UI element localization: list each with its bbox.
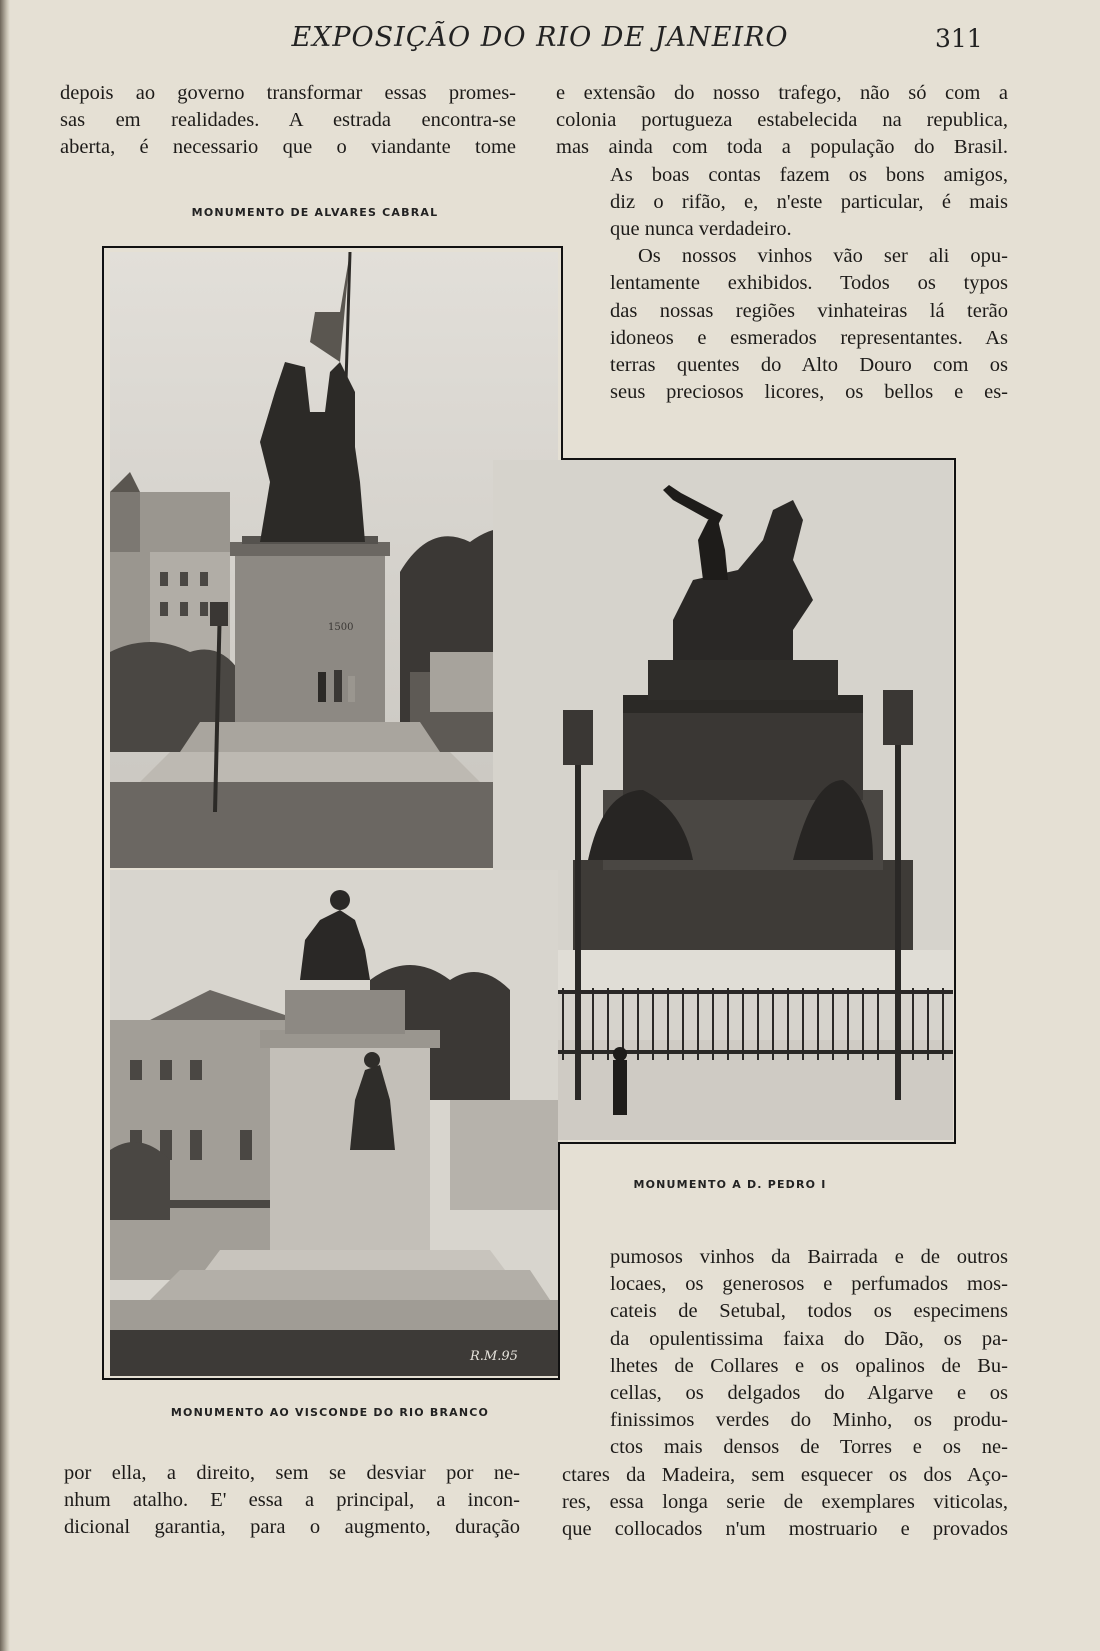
running-title: EXPOSIÇÃO DO RIO DE JANEIRO bbox=[291, 22, 789, 53]
text-line: nhum atalho. E' essa a principal, a incon- bbox=[64, 1489, 520, 1512]
caption-pedro: MONUMENTO A D. PEDRO I bbox=[633, 1178, 827, 1191]
text-line: que nunca verdadeiro. bbox=[610, 217, 792, 240]
text-line: colonia portugueza estabelecida na republica, bbox=[556, 109, 1008, 132]
frame-right-rule bbox=[561, 246, 563, 458]
photo-monumento-cabral bbox=[110, 252, 558, 868]
text-line: finissimos verdes do Minho, os produ- bbox=[610, 1409, 1008, 1432]
text-line: que collocados n'um mostruario e provados bbox=[562, 1517, 1008, 1540]
text-line: sas em realidades. A estrada encontra-se bbox=[60, 109, 516, 132]
text-line: res, essa longa serie de exemplares viticolas, bbox=[562, 1490, 1008, 1513]
right-column-top-text bbox=[556, 80, 1008, 406]
text-line: pumosos vinhos da Bairrada e de outros bbox=[610, 1246, 1008, 1268]
text-line: dicional garantia, para o augmento, duração bbox=[64, 1516, 520, 1539]
text-line: cellas, os delgados do Algarve e os bbox=[610, 1381, 1008, 1404]
text-line: locaes, os generosos e perfumados mos- bbox=[610, 1273, 1008, 1296]
text-line: ctares da Madeira, sem esquecer os dos Aço- bbox=[562, 1463, 1008, 1486]
text-line: mas ainda com toda a população do Brasil. bbox=[556, 136, 1008, 159]
text-line: depois ao governo transformar essas promes- bbox=[60, 82, 516, 104]
caption-rio-branco: MONUMENTO AO VISCONDE DO RIO BRANCO bbox=[170, 1406, 490, 1419]
text-line: aberta, é necessario que o viandante tome bbox=[60, 136, 516, 159]
text-line: seus preciosos licores, os bellos e es- bbox=[610, 381, 1008, 404]
text-line: e extensão do nosso trafego, não só com a bbox=[556, 82, 1008, 104]
text-line: lhetes de Collares e os opalinos de Bu- bbox=[610, 1354, 1008, 1377]
text-line: cateis de Setubal, todos os especimens bbox=[610, 1300, 1008, 1323]
right-column-bottom-text bbox=[562, 1244, 1008, 1543]
text-line: ctos mais densos de Torres e os ne- bbox=[610, 1436, 1008, 1459]
page-gutter-shadow bbox=[0, 0, 10, 1651]
text-line: As boas contas fazem os bons amigos, bbox=[610, 163, 1008, 186]
text-line: Os nossos vinhos vão ser ali opu- bbox=[638, 245, 1008, 268]
frame-pedro-rule-r bbox=[954, 458, 956, 1144]
text-line: diz o rifão, e, n'este particular, é mais bbox=[610, 190, 1008, 213]
rio-branco-photo-signature: R.M.95 bbox=[470, 1349, 518, 1364]
left-column-bottom-text bbox=[64, 1460, 520, 1542]
caption-cabral: MONUMENTO DE ALVARES CABRAL bbox=[191, 206, 439, 219]
photo-monumento-rio-branco bbox=[110, 870, 558, 1376]
text-line: das nossas regiões vinhateiras lá terão bbox=[610, 299, 1008, 322]
photo-monumento-pedro bbox=[493, 460, 953, 1140]
frame-bottom-rule bbox=[102, 1378, 560, 1380]
cabral-plinth-date: 1500 bbox=[328, 622, 354, 633]
frame-rb-rule bbox=[558, 1142, 560, 1380]
text-line: idoneos e esmerados representantes. As bbox=[610, 326, 1008, 349]
frame-top-rule bbox=[102, 246, 563, 248]
text-line: terras quentes do Alto Douro com os bbox=[610, 353, 1008, 376]
left-column-top-text bbox=[60, 80, 516, 162]
text-line: da opulentissima faixa do Dão, os pa- bbox=[610, 1327, 1008, 1350]
frame-pedro-rule-b bbox=[558, 1142, 956, 1144]
page-number: 311 bbox=[935, 24, 983, 53]
text-line: lentamente exhibidos. Todos os typos bbox=[610, 272, 1008, 295]
text-line: por ella, a direito, sem se desviar por ne- bbox=[64, 1462, 520, 1484]
